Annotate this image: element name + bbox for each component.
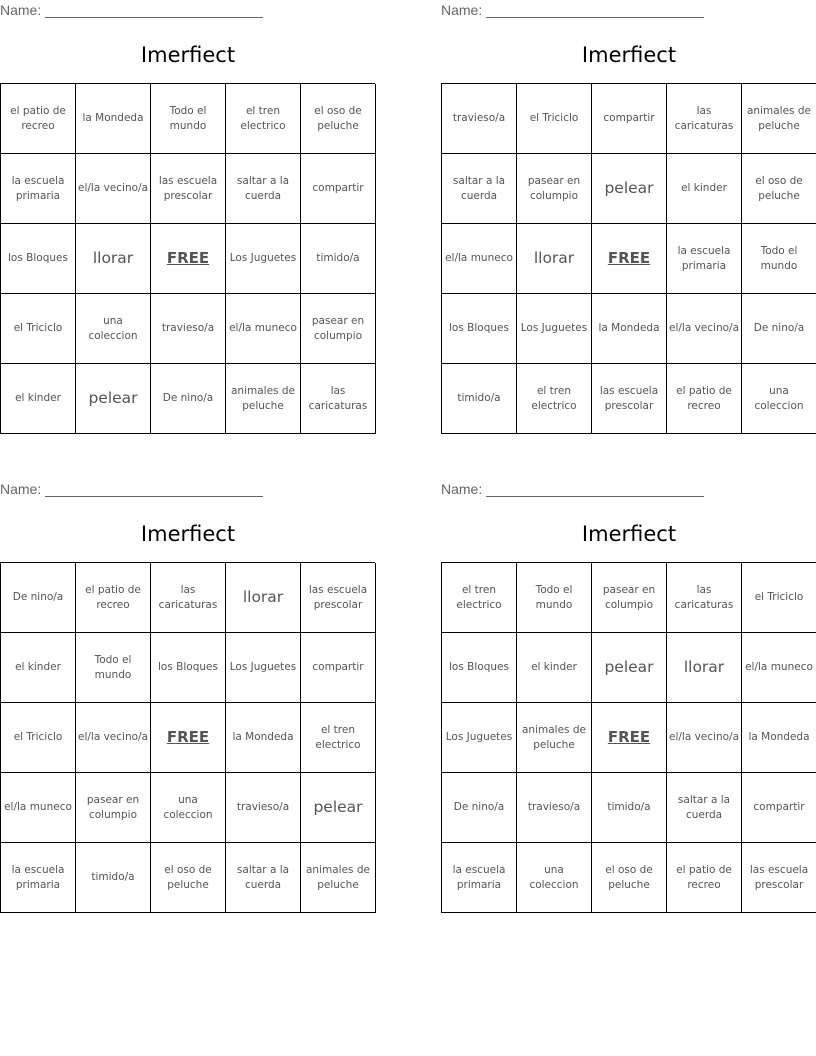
- bingo-cell: travieso/a: [226, 773, 301, 843]
- name-field: [441, 481, 704, 497]
- name-blank-line: [486, 3, 704, 18]
- bingo-cell: saltar a la cuerda: [442, 154, 517, 224]
- bingo-card: [441, 479, 816, 919]
- bingo-cell: animales de peluche: [517, 703, 592, 773]
- name-blank-line: [486, 482, 704, 497]
- bingo-cell: la Mondeda: [76, 84, 151, 154]
- bingo-cell: pelear: [76, 364, 151, 434]
- bingo-cell: pelear: [592, 633, 667, 703]
- bingo-cell: compartir: [742, 773, 816, 843]
- bingo-cell: el/la vecino/a: [76, 703, 151, 773]
- name-field: [0, 481, 263, 497]
- name-blank-line: [45, 3, 263, 18]
- bingo-cell: Los Juguetes: [226, 633, 301, 703]
- bingo-cell: Los Juguetes: [226, 224, 301, 294]
- bingo-cell: el Triciclo: [742, 563, 816, 633]
- bingo-cell: el kinder: [1, 633, 76, 703]
- bingo-cell: saltar a la cuerda: [667, 773, 742, 843]
- bingo-cell: una coleccion: [517, 843, 592, 913]
- bingo-cell: el patio de recreo: [1, 84, 76, 154]
- bingo-cell: pelear: [301, 773, 376, 843]
- free-space-cell: FREE: [592, 224, 667, 294]
- bingo-cell: el oso de peluche: [742, 154, 816, 224]
- bingo-cell: las caricaturas: [151, 563, 226, 633]
- bingo-cell: el/la vecino/a: [667, 294, 742, 364]
- bingo-cell: Todo el mundo: [151, 84, 226, 154]
- bingo-cell: el/la vecino/a: [76, 154, 151, 224]
- bingo-cell: De nino/a: [1, 563, 76, 633]
- bingo-cell: Todo el mundo: [742, 224, 816, 294]
- bingo-cell: Todo el mundo: [517, 563, 592, 633]
- bingo-cell: una coleccion: [76, 294, 151, 364]
- free-space-cell: FREE: [592, 703, 667, 773]
- bingo-cell: el kinder: [1, 364, 76, 434]
- bingo-cell: llorar: [226, 563, 301, 633]
- bingo-cell: el/la vecino/a: [667, 703, 742, 773]
- bingo-cell: el kinder: [667, 154, 742, 224]
- bingo-cell: los Bloques: [442, 633, 517, 703]
- bingo-cell: el oso de peluche: [301, 84, 376, 154]
- bingo-cell: el tren electrico: [442, 563, 517, 633]
- bingo-cell: compartir: [301, 633, 376, 703]
- card-title: Imerfiect: [581, 522, 677, 546]
- bingo-cell: el oso de peluche: [592, 843, 667, 913]
- bingo-cell: animales de peluche: [301, 843, 376, 913]
- bingo-cell: animales de peluche: [742, 84, 816, 154]
- bingo-cell: el kinder: [517, 633, 592, 703]
- name-field: [0, 2, 263, 18]
- bingo-cell: pasear en columpio: [517, 154, 592, 224]
- bingo-cell: el patio de recreo: [76, 563, 151, 633]
- bingo-card: [0, 479, 376, 919]
- bingo-cell: una coleccion: [742, 364, 816, 434]
- bingo-card: [441, 0, 816, 440]
- bingo-cell: la Mondeda: [592, 294, 667, 364]
- name-label: Name:: [441, 2, 483, 18]
- bingo-cell: el Triciclo: [1, 703, 76, 773]
- bingo-card: [0, 0, 376, 440]
- bingo-cell: compartir: [592, 84, 667, 154]
- bingo-cell: el patio de recreo: [667, 364, 742, 434]
- bingo-cell: el tren electrico: [226, 84, 301, 154]
- bingo-cell: animales de peluche: [226, 364, 301, 434]
- bingo-cell: la escuela primaria: [1, 843, 76, 913]
- bingo-cell: los Bloques: [442, 294, 517, 364]
- bingo-cell: pelear: [592, 154, 667, 224]
- bingo-cell: la escuela primaria: [667, 224, 742, 294]
- name-blank-line: [45, 482, 263, 497]
- bingo-cell: una coleccion: [151, 773, 226, 843]
- bingo-cell: el oso de peluche: [151, 843, 226, 913]
- name-label: Name:: [0, 481, 42, 497]
- card-title: Imerfiect: [140, 43, 236, 67]
- bingo-grid: [0, 83, 375, 434]
- bingo-cell: timido/a: [592, 773, 667, 843]
- bingo-cell: llorar: [517, 224, 592, 294]
- bingo-cell: las escuela prescolar: [301, 563, 376, 633]
- bingo-cell: Los Juguetes: [442, 703, 517, 773]
- bingo-cell: De nino/a: [151, 364, 226, 434]
- bingo-cell: el Triciclo: [1, 294, 76, 364]
- bingo-cell: las escuela prescolar: [592, 364, 667, 434]
- bingo-cell: el/la muneco: [1, 773, 76, 843]
- bingo-cell: compartir: [301, 154, 376, 224]
- bingo-cell: los Bloques: [151, 633, 226, 703]
- bingo-cell: el/la muneco: [226, 294, 301, 364]
- bingo-cell: el tren electrico: [301, 703, 376, 773]
- bingo-grid: [441, 562, 816, 913]
- bingo-cell: las caricaturas: [667, 563, 742, 633]
- bingo-cell: el Triciclo: [517, 84, 592, 154]
- bingo-cell: Los Juguetes: [517, 294, 592, 364]
- bingo-cell: las caricaturas: [301, 364, 376, 434]
- name-label: Name:: [0, 2, 42, 18]
- card-title: Imerfiect: [140, 522, 236, 546]
- bingo-cell: De nino/a: [442, 773, 517, 843]
- name-field: [441, 2, 704, 18]
- bingo-grid: [441, 83, 816, 434]
- bingo-cell: las escuela prescolar: [151, 154, 226, 224]
- bingo-cell: la Mondeda: [226, 703, 301, 773]
- bingo-cell: las escuela prescolar: [742, 843, 816, 913]
- bingo-cell: el/la muneco: [742, 633, 816, 703]
- bingo-cell: el patio de recreo: [667, 843, 742, 913]
- bingo-cell: los Bloques: [1, 224, 76, 294]
- name-label: Name:: [441, 481, 483, 497]
- bingo-cell: llorar: [667, 633, 742, 703]
- bingo-cell: timido/a: [442, 364, 517, 434]
- bingo-cell: pasear en columpio: [592, 563, 667, 633]
- card-title: Imerfiect: [581, 43, 677, 67]
- bingo-grid: [0, 562, 375, 913]
- bingo-cell: el tren electrico: [517, 364, 592, 434]
- free-space-cell: FREE: [151, 224, 226, 294]
- bingo-cell: el/la muneco: [442, 224, 517, 294]
- bingo-cell: la Mondeda: [742, 703, 816, 773]
- bingo-cell: saltar a la cuerda: [226, 843, 301, 913]
- bingo-cell: la escuela primaria: [442, 843, 517, 913]
- bingo-cell: travieso/a: [517, 773, 592, 843]
- bingo-cell: pasear en columpio: [301, 294, 376, 364]
- bingo-cell: saltar a la cuerda: [226, 154, 301, 224]
- bingo-cell: travieso/a: [151, 294, 226, 364]
- bingo-cell: las caricaturas: [667, 84, 742, 154]
- bingo-cell: timido/a: [76, 843, 151, 913]
- bingo-cell: llorar: [76, 224, 151, 294]
- bingo-cell: timido/a: [301, 224, 376, 294]
- bingo-cell: De nino/a: [742, 294, 816, 364]
- bingo-cell: Todo el mundo: [76, 633, 151, 703]
- bingo-cell: pasear en columpio: [76, 773, 151, 843]
- bingo-cell: la escuela primaria: [1, 154, 76, 224]
- free-space-cell: FREE: [151, 703, 226, 773]
- bingo-cell: travieso/a: [442, 84, 517, 154]
